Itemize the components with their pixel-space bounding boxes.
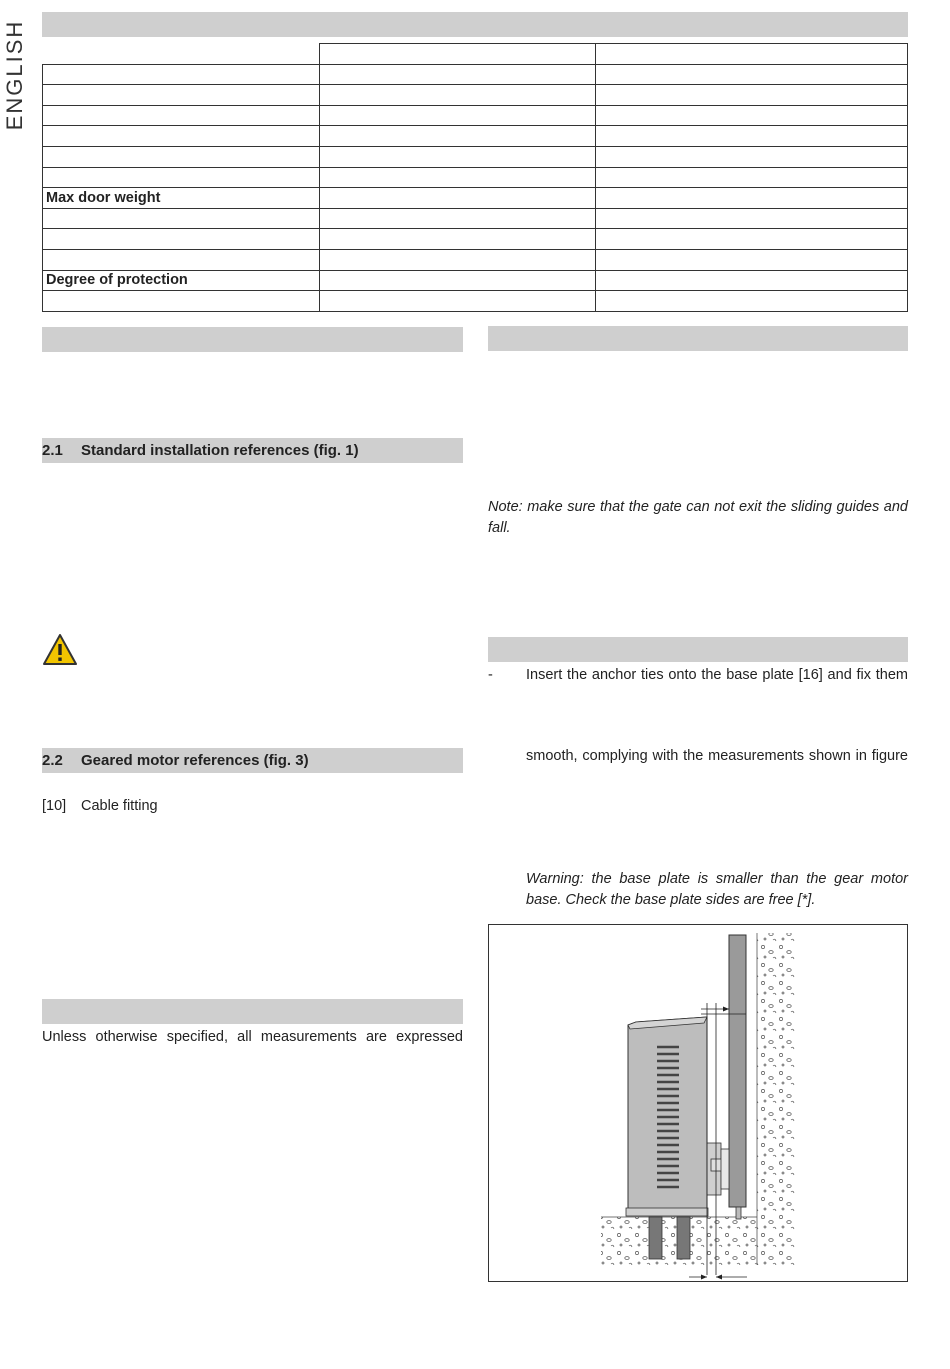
spec-table-header-row: [43, 44, 908, 65]
spec-table-row: [43, 146, 908, 167]
spec-row-label: [43, 167, 320, 188]
gate-note-text: Note: make sure that the gate can not exit the sliding guides and fall.: [488, 499, 908, 536]
spec-row-value: [595, 249, 908, 270]
spec-table-row: [43, 85, 908, 106]
spec-row-value: [595, 291, 908, 312]
measurements-note-text: Unless otherwise specified, all measurements are expressed: [42, 1029, 463, 1045]
spec-header-cell: [43, 44, 320, 65]
installation-figure: [488, 924, 908, 1282]
spec-row-value: [319, 85, 595, 106]
section-2-1-number: 2.1: [42, 442, 63, 459]
smooth-instruction-text: smooth, complying with the measurements shown in figure: [526, 748, 908, 764]
gate-note: [488, 497, 908, 539]
spec-row-label: [43, 249, 320, 270]
base-plate-warning: [526, 869, 908, 911]
spec-table-row: [43, 167, 908, 188]
spec-row-value: [319, 64, 595, 85]
spec-row-value: [319, 249, 595, 270]
spec-row-value: [319, 188, 595, 209]
spec-row-value: [319, 208, 595, 229]
spec-header-cell: [319, 44, 595, 65]
smooth-instruction: [526, 746, 908, 767]
spec-row-label: [43, 229, 320, 250]
spec-row-value: [595, 167, 908, 188]
spec-table-row: [43, 105, 908, 126]
measurements-note: [42, 1027, 463, 1048]
spec-row-value: [595, 208, 908, 229]
spec-table-row: [43, 188, 908, 209]
spec-row-value: [595, 229, 908, 250]
spec-header-bar: [42, 12, 908, 37]
section-2-2-heading: [42, 748, 463, 773]
spec-table-row: [43, 208, 908, 229]
spec-table-row: [43, 291, 908, 312]
spec-row-value: [595, 64, 908, 85]
anchor-tie-right: [677, 1217, 690, 1259]
spec-row-label: Max door weight: [43, 188, 320, 209]
section-2-2-title: Geared motor references (fig. 3): [81, 752, 309, 769]
spec-table-row: [43, 249, 908, 270]
base-plate-warning-text: Warning: the base plate is smaller than the gear motor base. Check the base plate sides are free [*].: [526, 871, 908, 908]
anchor-tie-left: [649, 1217, 662, 1259]
spec-header-cell: [595, 44, 908, 65]
spec-row-value: [319, 146, 595, 167]
cable-ref: [10]: [42, 798, 67, 814]
anchor-bullet-dash: -: [488, 667, 493, 683]
gate-leaf: [729, 935, 746, 1207]
installation-drawing: [489, 925, 907, 1281]
left-section-bar: [42, 327, 463, 352]
spec-row-value: [319, 270, 595, 291]
spec-row-label: [43, 105, 320, 126]
base-plate: [626, 1208, 708, 1216]
right-section-bar-2: [488, 637, 908, 662]
right-section-bar: [488, 326, 908, 351]
spec-row-value: [319, 167, 595, 188]
anchor-instruction-text: Insert the anchor ties onto the base plate [16] and fix them: [526, 667, 908, 683]
spec-table-row: [43, 64, 908, 85]
section-2-1-heading: [42, 438, 463, 463]
cable-label: Cable fitting: [81, 798, 158, 814]
rack-segment: [721, 1149, 729, 1189]
spec-row-label: [43, 85, 320, 106]
motor-vent-slots: [657, 1047, 679, 1187]
gate-bottom-guide: [736, 1207, 741, 1219]
spec-row-value: [319, 105, 595, 126]
spec-table-row: [43, 270, 908, 291]
spec-row-label: [43, 126, 320, 147]
spec-row-value: [595, 105, 908, 126]
spec-table-row: [43, 126, 908, 147]
spec-row-label: [43, 64, 320, 85]
anchor-instruction: [526, 665, 908, 686]
spec-row-value: [595, 126, 908, 147]
section-2-1-title: Standard installation references (fig. 1): [81, 442, 359, 459]
spec-row-value: [595, 146, 908, 167]
spec-row-value: [319, 229, 595, 250]
warning-triangle-icon: [42, 633, 78, 667]
spec-row-value: [319, 126, 595, 147]
spec-row-value: [595, 270, 908, 291]
left-section-bar-3: [42, 999, 463, 1024]
language-side-label: [2, 20, 28, 130]
section-2-2-number: 2.2: [42, 752, 63, 769]
spec-row-label: [43, 291, 320, 312]
spec-row-label: [43, 208, 320, 229]
spec-row-label: Degree of protection: [43, 270, 320, 291]
wall-gravel: [757, 933, 797, 1265]
spec-row-value: [319, 291, 595, 312]
spec-table: [42, 43, 908, 312]
spec-row-label: [43, 146, 320, 167]
language-label-text: ENGLISH: [2, 19, 27, 131]
spec-table-row: [43, 229, 908, 250]
spec-row-value: [595, 188, 908, 209]
spec-row-value: [595, 85, 908, 106]
